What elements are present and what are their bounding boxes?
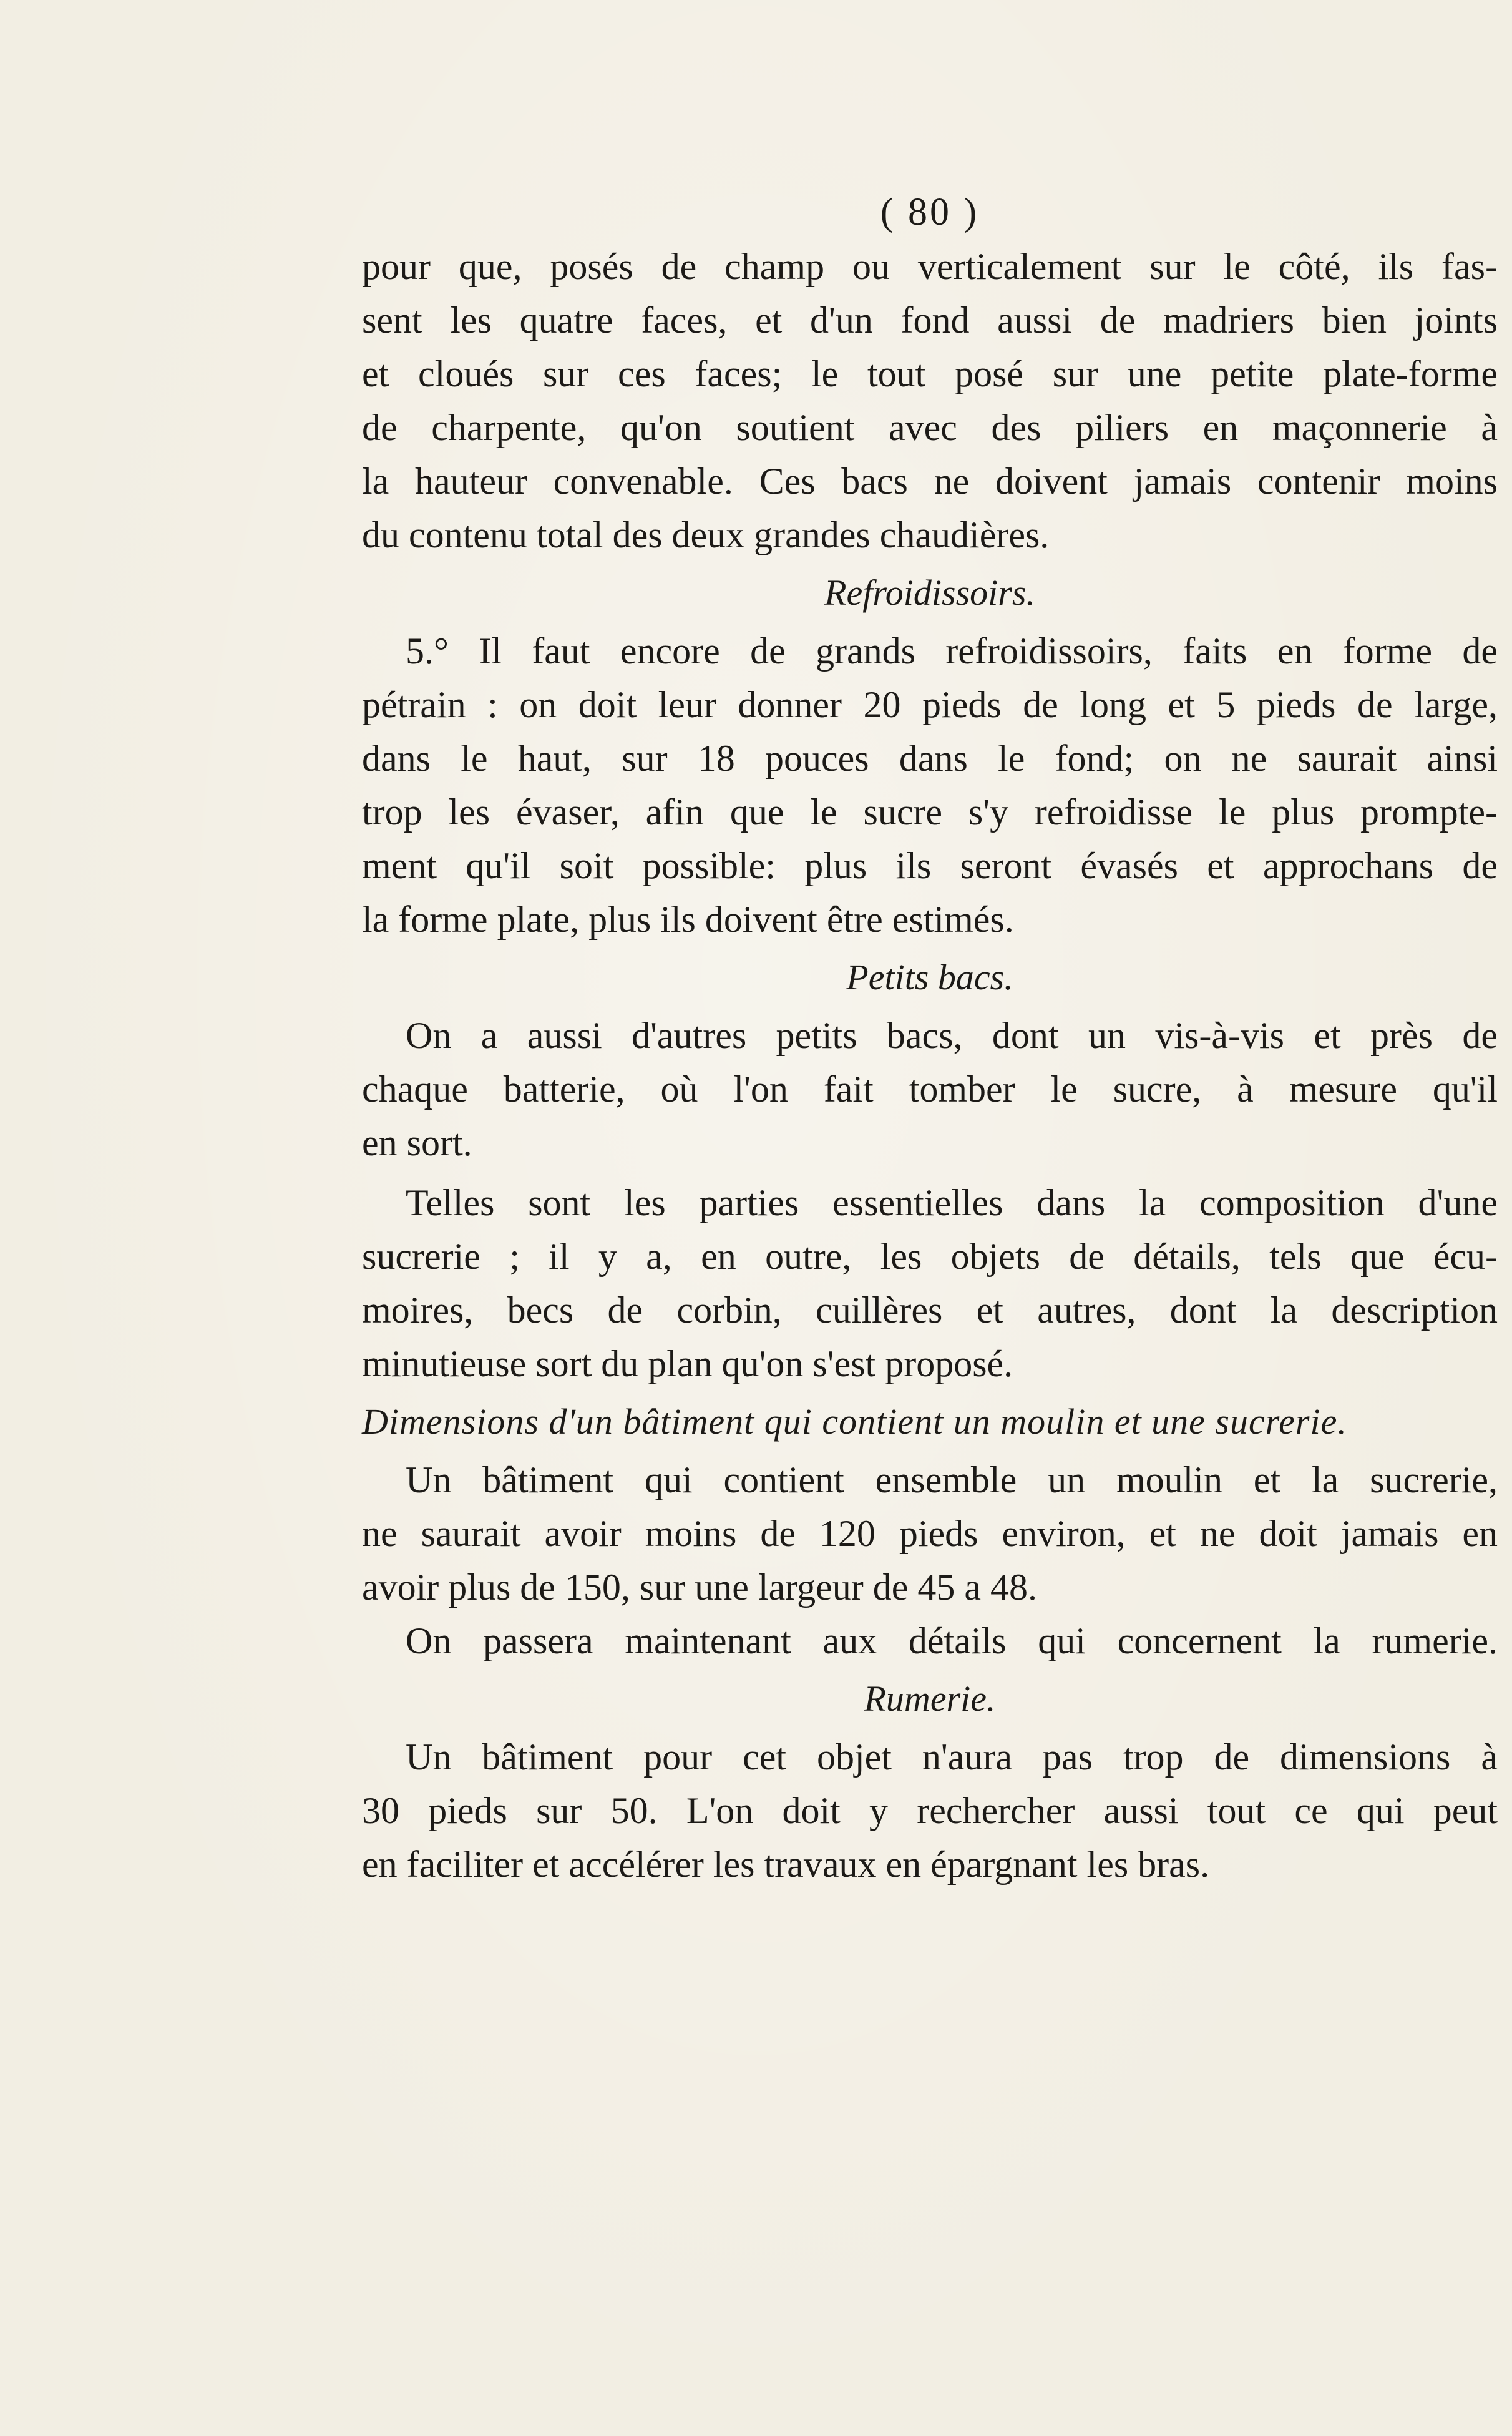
- text-line: avoir plus de 150, sur une largeur de 45 a 48.: [362, 1567, 1037, 1608]
- text-line: dans le haut, sur 18 pouces dans le fond; on ne saurait ainsi: [362, 738, 1498, 779]
- text-line: trop les évaser, afin que le sucre s'y refroidisse le plus prompte-: [362, 791, 1498, 833]
- text-line: de charpente, qu'on soutient avec des piliers en maçonnerie à: [362, 407, 1498, 448]
- text-line: en faciliter et accélérer les travaux en épargnant les bras.: [362, 1844, 1210, 1885]
- text-line: ment qu'il soit possible: plus ils seront évasés et approchans de: [362, 845, 1498, 886]
- paragraph-transition-rumerie: [362, 1614, 1498, 1668]
- paragraph-dimensions: [362, 1453, 1498, 1614]
- text-line: pour que, posés de champ ou verticalement sur le côté, ils fas-: [362, 246, 1498, 287]
- text-line: On a aussi d'autres petits bacs, dont un vis-à-vis et près de: [406, 1015, 1498, 1056]
- text-line: la forme plate, plus ils doivent être estimés.: [362, 899, 1014, 940]
- text-line: ne saurait avoir moins de 120 pieds environ, et ne doit jamais en: [362, 1513, 1498, 1554]
- text-line: en sort.: [362, 1122, 472, 1163]
- text-line: moires, becs de corbin, cuillères et autres, dont la description: [362, 1289, 1498, 1331]
- text-line: minutieuse sort du plan qu'on s'est proposé.: [362, 1343, 1013, 1384]
- text-line: chaque batterie, où l'on fait tomber le sucre, à mesure qu'il: [362, 1069, 1498, 1110]
- section-heading-refroidissoirs: Refroidissoirs.: [824, 572, 1035, 613]
- paragraph-parties-essentielles: [362, 1176, 1498, 1391]
- paragraph-bacs-continuation: [362, 240, 1498, 562]
- text-line: Telles sont les parties essentielles dans la composition d'une: [406, 1182, 1498, 1223]
- text-line: pétrain : on doit leur donner 20 pieds de long et 5 pieds de large,: [362, 684, 1498, 725]
- paragraph-refroidissoirs: [362, 624, 1498, 946]
- section-heading-petits-bacs: Petits bacs.: [846, 957, 1013, 997]
- text-block: [362, 187, 1498, 1891]
- text-line: la hauteur convenable. Ces bacs ne doivent jamais contenir moins: [362, 461, 1498, 502]
- text-line: 30 pieds sur 50. L'on doit y rechercher aussi tout ce qui peut: [362, 1790, 1498, 1831]
- text-line: et cloués sur ces faces; le tout posé sur une petite plate-forme: [362, 353, 1498, 394]
- text-line: du contenu total des deux grandes chaudières.: [362, 514, 1050, 555]
- text-line: 5.° Il faut encore de grands refroidissoirs, faits en forme de: [406, 630, 1498, 672]
- paragraph-petits-bacs: [362, 1009, 1498, 1170]
- text-line: Un bâtiment pour cet objet n'aura pas trop de dimensions à: [406, 1736, 1498, 1778]
- paragraph-rumerie: [362, 1730, 1498, 1891]
- section-heading-dimensions: Dimensions d'un bâtiment qui contient un moulin et une sucrerie.: [362, 1401, 1347, 1442]
- page-number: ( 80 ): [880, 191, 980, 233]
- section-heading-rumerie: Rumerie.: [864, 1678, 996, 1719]
- text-line: sent les quatre faces, et d'un fond aussi de madriers bien joints: [362, 300, 1498, 341]
- text-line: Un bâtiment qui contient ensemble un moulin et la sucrerie,: [406, 1459, 1498, 1500]
- text-line: On passera maintenant aux détails qui concernent la rumerie.: [406, 1620, 1498, 1661]
- text-line: sucrerie ; il y a, en outre, les objets de détails, tels que écu-: [362, 1236, 1498, 1277]
